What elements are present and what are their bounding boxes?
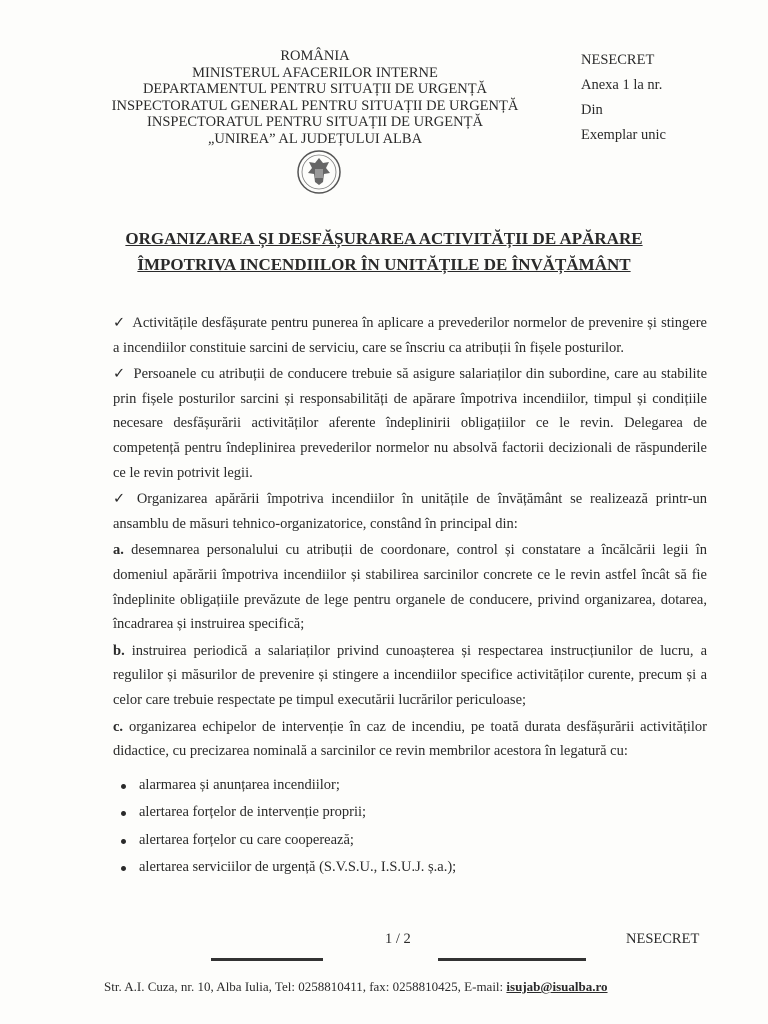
annex-number-label: Anexa 1 la nr. — [581, 77, 663, 93]
item-letter: a. — [113, 542, 124, 559]
item-text: desemnarea personalului cu atribuții de coordonare, control și constatare a încălcării legii în domeniul apărării împotriva incendiilor și stabilirea sarcinilor concrete ce le revin astfel încât să fie îndeplinite obligațiile prevăzute de lege pentru organele de conducere, privind organizarea, dotarea, încadrarea și instruirea specifică; — [113, 542, 707, 633]
paragraph-2 — [113, 362, 707, 485]
title-line-1: ORGANIZAREA ȘI DESFĂȘURAREA ACTIVITĂȚII DE APĂRARE — [125, 229, 643, 248]
date-label: Din — [581, 102, 603, 118]
document-body — [113, 311, 707, 882]
paragraph-text: Organizarea apărării împotriva incendiilor în unitățile de învățământ se realizează printr-un ansamblu de măsuri tehnico-organizatorice, constând în principal din: — [113, 491, 708, 532]
list-item: alertarea serviciilor de urgență (S.V.S.U., I.S.U.J. ș.a.); — [113, 854, 707, 882]
list-item: alarmarea și anunțarea incendiilor; — [113, 772, 707, 800]
page-number: 1 / 2 — [385, 931, 411, 947]
item-c — [113, 715, 707, 764]
header-line: ROMÂNIA — [280, 48, 350, 64]
document-metadata — [581, 48, 666, 148]
list-item: alertarea forțelor cu care cooperează; — [113, 827, 707, 855]
footer-contact — [104, 979, 704, 995]
check-icon: ✓ — [113, 315, 126, 331]
footer-classification: NESECRET — [626, 931, 700, 947]
document-title — [40, 226, 728, 278]
header-line: INSPECTORATUL GENERAL PENTRU SITUAȚII DE URGENȚĂ — [111, 97, 519, 114]
item-a — [113, 538, 707, 636]
header-line: MINISTERUL AFACERILOR INTERNE — [192, 64, 438, 81]
footer-divider-right — [438, 958, 586, 961]
paragraph-1 — [113, 311, 707, 360]
email-link[interactable]: isujab@isualba.ro — [506, 979, 608, 994]
item-text: instruirea periodică a salariaților privind cunoașterea și respectarea instrucțiunilor de lucru, a regulilor și măsurilor de prevenire și stingere a incendiilor specifice activităților curente, precum și a celor care trebuie respectate pe timpul executării lucrărilor periculoase; — [113, 642, 708, 708]
classification-label: NESECRET — [581, 52, 655, 68]
contact-text: Str. A.I. Cuza, nr. 10, Alba Iulia, Tel: 0258810411, fax: 0258810425, E-mail: — [104, 979, 507, 994]
institution-header — [60, 48, 570, 147]
item-letter: c. — [113, 718, 124, 735]
header-line: INSPECTORATUL PENTRU SITUAȚII DE URGENȚĂ — [147, 114, 483, 130]
paragraph-text: Persoanele cu atribuții de conducere trebuie să asigure salariaților din subordine, care au stabilite prin fișele posturilor sarcini și responsabilități de apărare împotriva incendiilor, timpul și condițiile necesare desfășurării activităților aferente îndeplinirii obligațiilor ce le revin. Delegarea de competență pentru îndeplinirea prevederilor normelor nu absolvă factorii decizionali de răspunderile ce le revin potrivit legii. — [113, 366, 708, 481]
coat-of-arms-icon — [296, 149, 342, 195]
copy-label: Exemplar unic — [581, 127, 666, 143]
bullet-list — [113, 772, 707, 882]
footer-divider-left — [211, 958, 323, 961]
check-icon: ✓ — [113, 366, 126, 383]
paragraph-3 — [113, 487, 707, 536]
paragraph-text: Activitățile desfășurate pentru punerea în aplicare a prevederilor normelor de prevenire și stingere a incendiilor constituie sarcini de serviciu, care se înscriu ca atribuții în fișele posturilor. — [113, 315, 707, 356]
title-line-2: ÎMPOTRIVA INCENDIILOR ÎN UNITĂȚILE DE ÎNVĂȚĂMÂNT — [137, 255, 631, 274]
item-b — [113, 639, 707, 713]
list-item: alertarea forțelor de intervenție proprii; — [113, 799, 707, 827]
item-letter: b. — [113, 642, 125, 659]
check-icon: ✓ — [113, 491, 126, 508]
item-text: organizarea echipelor de intervenție în caz de incendiu, pe toată durata desfășurării activităților didactice, cu precizarea nominală a sarcinilor ce revin membrilor acestora în legatură cu: — [113, 718, 707, 760]
header-line: „UNIREA” AL JUDEȚULUI ALBA — [207, 130, 423, 147]
header-line: DEPARTAMENTUL PENTRU SITUAȚII DE URGENȚĂ — [142, 81, 488, 97]
